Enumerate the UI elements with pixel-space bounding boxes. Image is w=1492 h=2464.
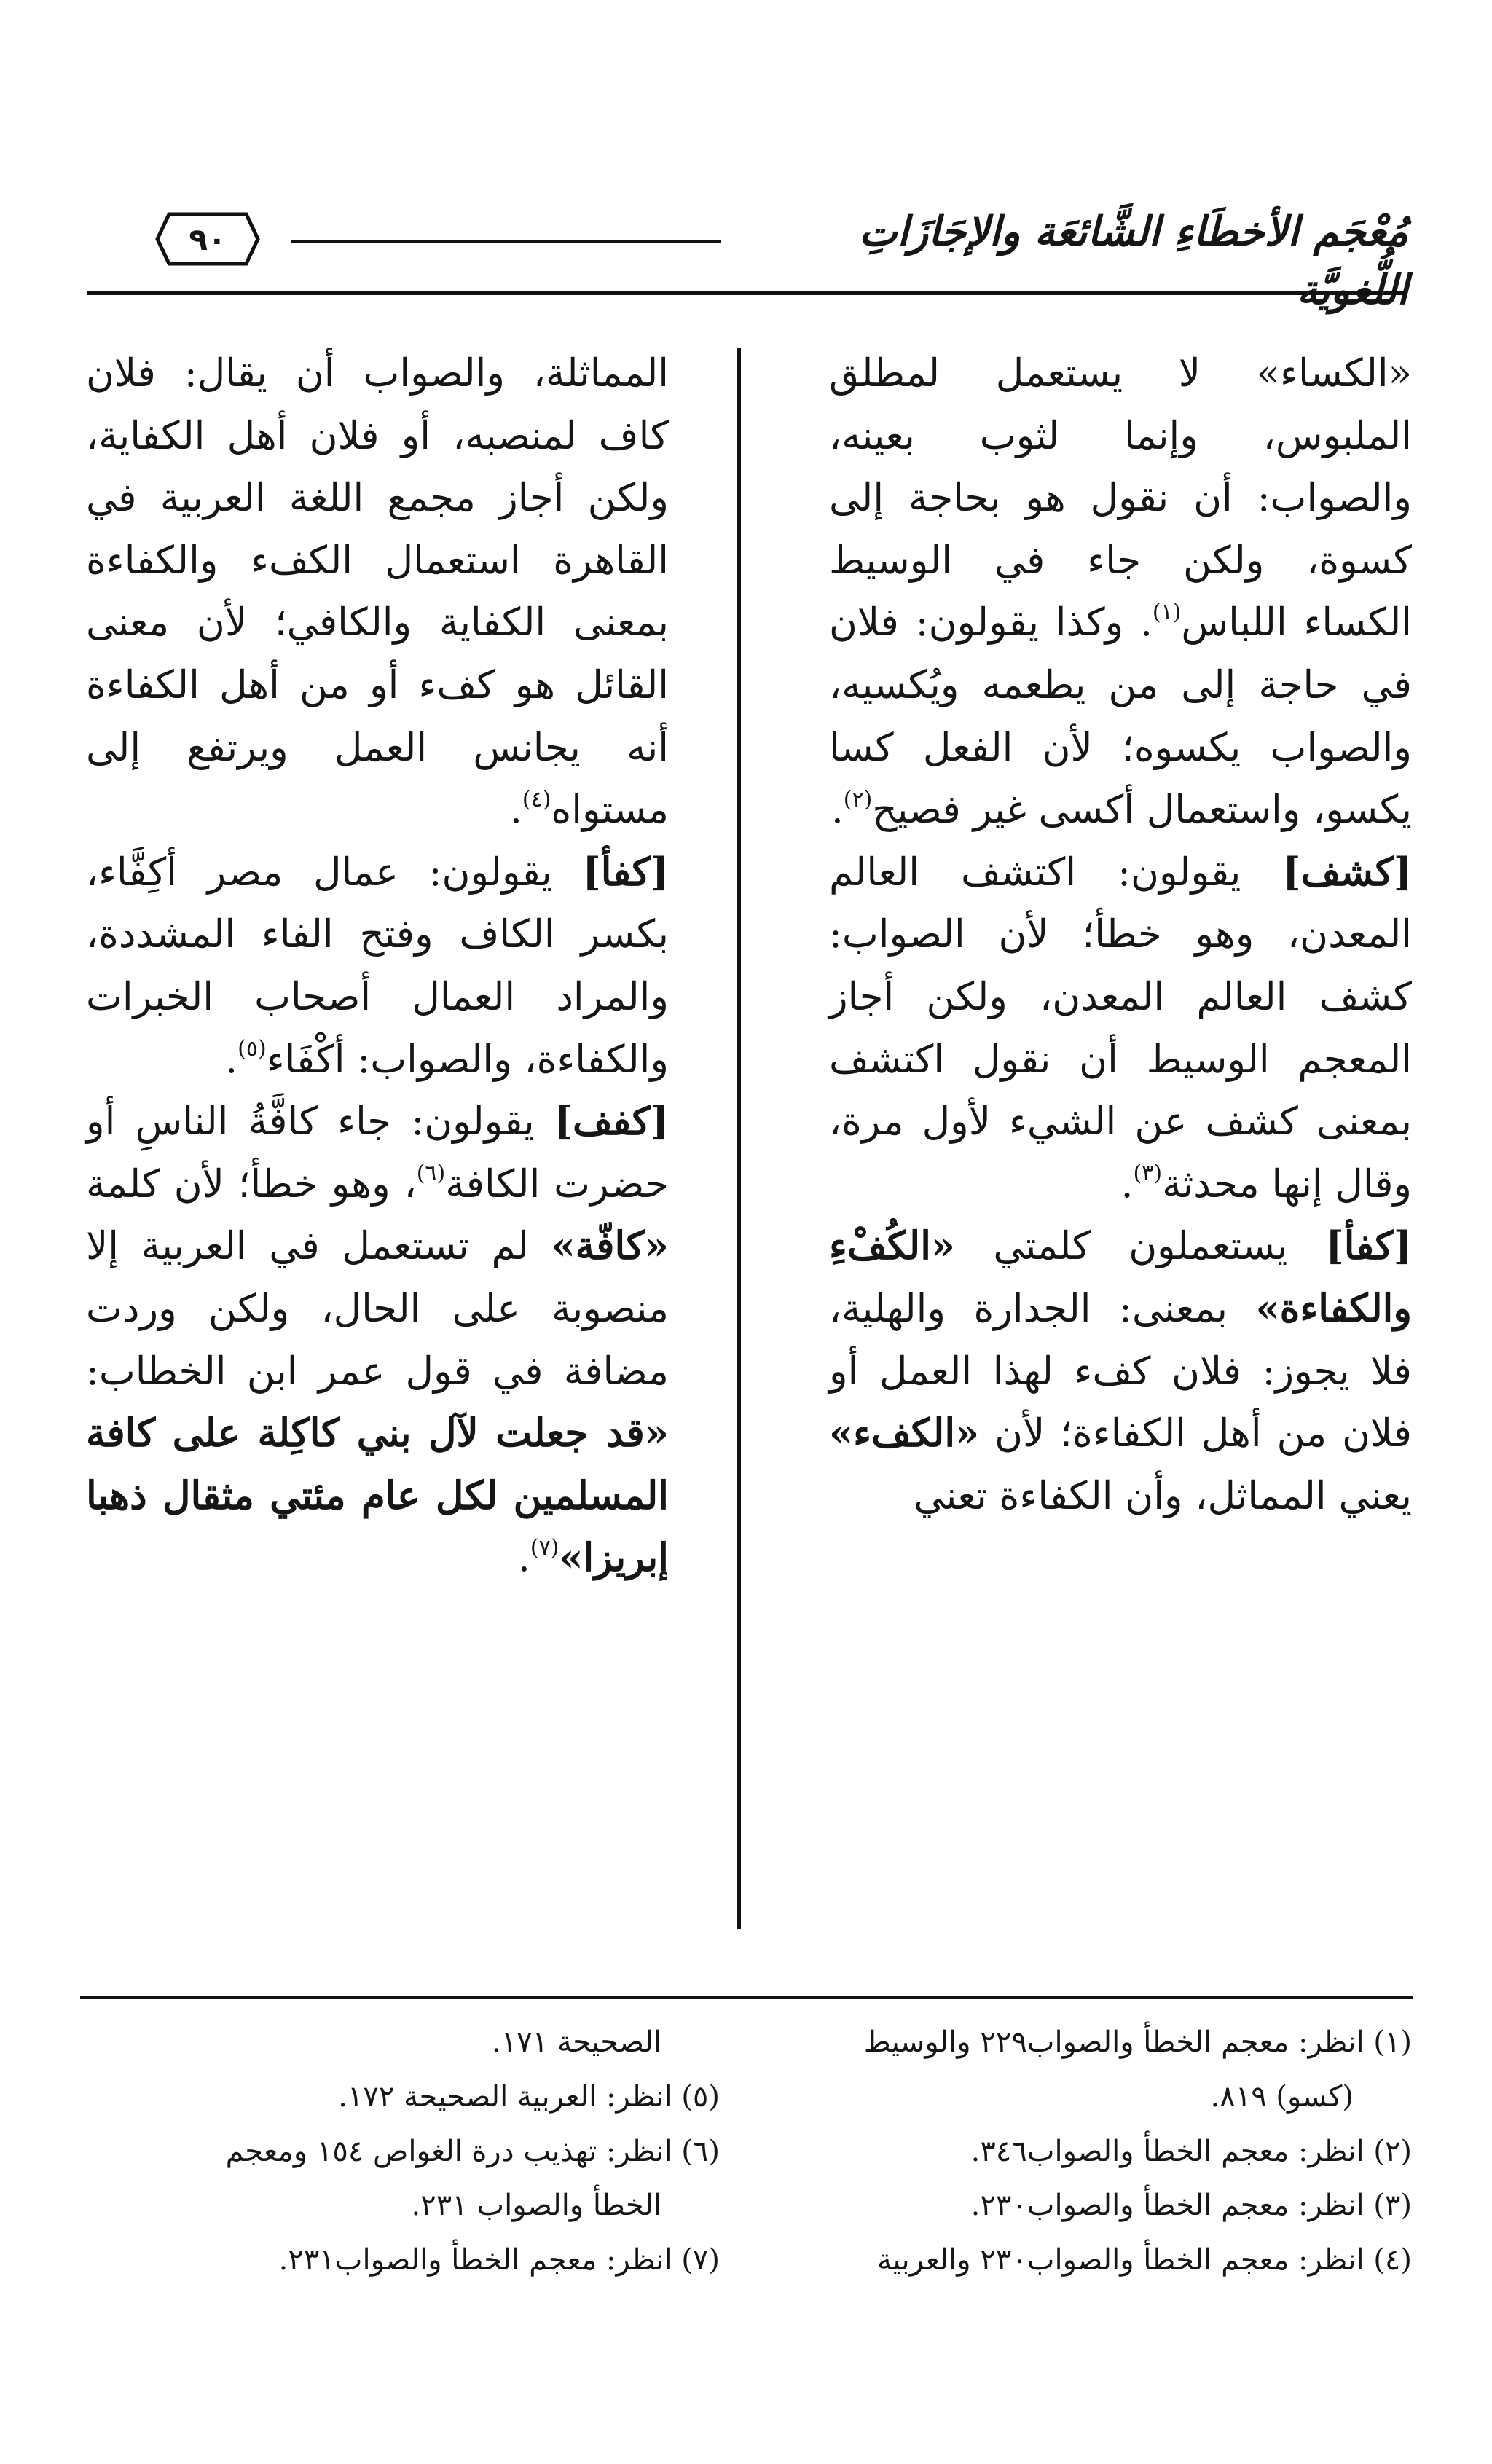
bold-term: «الكفء» — [829, 1410, 980, 1456]
footnote-number: (٢) — [1373, 2134, 1412, 2168]
paragraph-text: . — [831, 788, 844, 833]
footnotes-right — [778, 2015, 1412, 2288]
footnote-text: انظر: معجم الخطأ والصواب٣٤٦. — [970, 2134, 1365, 2168]
footnote-ref[interactable]: (١) — [1152, 599, 1182, 625]
footnotes-left — [86, 2015, 720, 2288]
footnote-text: انظر: معجم الخطأ والصواب٢٣٠. — [970, 2189, 1365, 2223]
entry-kashf — [829, 841, 1412, 1216]
right-paragraph-1 — [829, 342, 1412, 841]
headword: [كفأ] — [582, 849, 669, 895]
entry-text: يقولون: عمال مصر أكِفَّاء، بكسر الكاف وفتح الفاء المشددة، والمراد العمال أصحاب الخبرات والكفاءة، والصواب: أكْفَاء — [86, 850, 669, 1082]
footnote-7 — [86, 2233, 720, 2288]
right-column — [829, 342, 1412, 1527]
footnote-number: (٥) — [681, 2079, 720, 2114]
footnote-4-continued — [86, 2015, 720, 2070]
paragraph-text: . — [510, 788, 522, 833]
paragraph-text: «الكساء» لا يستعمل لمطلق الملبوس، وإنما لثوب بعينه، والصواب: أن نقول هو بحاجة إلى كسوة، ولكن جاء في الوسيط الكساء اللباس — [829, 351, 1412, 646]
left-column — [86, 342, 669, 1590]
entry-text: ، وهو خطأ؛ لأن كلمة — [86, 1161, 417, 1207]
footnote-ref[interactable]: (٦) — [416, 1161, 446, 1187]
entry-kafaa — [829, 1215, 1412, 1527]
footnote-ref[interactable]: (٣) — [1133, 1161, 1163, 1187]
header-rule — [87, 291, 1405, 295]
footnote-text: انظر: معجم الخطأ والصواب٢٣٠ والعربية — [876, 2243, 1365, 2277]
footnote-ref[interactable]: (٧) — [530, 1534, 560, 1561]
footnote-2 — [778, 2124, 1412, 2179]
footnote-1 — [778, 2015, 1412, 2070]
bold-term: «كافّة» — [551, 1223, 669, 1269]
entry-text: يقولون: اكتشف العالم المعدن، وهو خطأ؛ لأن الصواب: كشف العالم المعدن، ولكن أجاز المعجم الوسيط أن نقول اكتشف بمعنى كشف عن الشيء لأول مرة، وقال إنها محدثة — [829, 850, 1412, 1207]
footnote-number: (١) — [1373, 2025, 1412, 2059]
footnote-text: (كسو) ٨١٩. — [1210, 2079, 1354, 2114]
footnote-ref[interactable]: (٤) — [522, 786, 551, 812]
footnote-number: (٣) — [1373, 2189, 1412, 2223]
entry-text: يعني المماثل، وأن الكفاءة تعني — [914, 1473, 1412, 1518]
entry-text: بمعنى: الجدارة والهلية، فلا يجوز: فلان كفء لهذا العمل أو فلان من أهل الكفاءة؛ لأن — [829, 1286, 1412, 1456]
paragraph-text: المماثلة، والصواب أن يقال: فلان كاف لمنصبه، أو فلان أهل الكفاية، ولكن أجاز مجمع اللغة العربية في القاهرة استعمال الكفء والكفاءة بمعنى الكفاية والكافي؛ لأن معنى القائل هو كفء أو من أهل الكفاءة أنه يجانس العمل ويرتفع إلى مستواه — [86, 351, 669, 833]
entry-text: يستعملون كلمتي — [955, 1224, 1326, 1269]
footnote-number: (٧) — [681, 2243, 720, 2277]
footnote-4 — [778, 2233, 1412, 2288]
entry-text: . — [1120, 1161, 1134, 1207]
headword: [كفأ] — [1325, 1223, 1412, 1269]
entry-text: يقولون: جاء كافَّةُ الناسِ أو حضرت الكافة — [86, 1099, 670, 1207]
footnote-text: الصحيحة ١٧١. — [491, 2025, 661, 2059]
footnote-1-continued — [778, 2070, 1412, 2124]
footnote-number: (٦) — [681, 2134, 720, 2168]
footnote-text: انظر: معجم الخطأ والصواب٢٢٩ والوسيط — [863, 2025, 1365, 2059]
bold-quote: «قد جعلت لآل بني كاكِلة على كافة المسلمين لكل عام مئتي مثقال ذهبا إبريزا» — [86, 1410, 669, 1581]
footnote-text: انظر: العربية الصحيحة ١٧٢. — [338, 2079, 672, 2114]
headword: [كشف] — [1282, 849, 1412, 895]
entry-text: لم تستعمل في العربية إلا منصوبة على الحال، ولكن وردت مضافة في قول عمر ابن الخطاب: — [86, 1224, 669, 1394]
header-dash — [291, 240, 721, 243]
column-divider — [737, 348, 741, 1929]
footnote-5 — [86, 2070, 720, 2124]
entry-text: . — [518, 1536, 530, 1581]
bold-term: «الكُفْءِ والكفاءة» — [829, 1223, 1412, 1331]
entry-text: . — [225, 1037, 238, 1082]
footnote-3 — [778, 2178, 1412, 2233]
paragraph-text: . وكذا يقولون: فلان في حاجة إلى من يطعمه ويُكسيه، والصواب يكسوه؛ لأن الفعل كسا يكسو، واستعمال أكسى غير فصيح — [829, 600, 1412, 833]
left-paragraph-1 — [86, 342, 669, 841]
page-number: ٩٠ — [189, 221, 227, 257]
footnote-6-continued — [86, 2178, 720, 2233]
footnote-ref[interactable]: (٢) — [843, 786, 873, 812]
footnote-text: انظر: تهذيب درة الغواص ١٥٤ ومعجم — [225, 2134, 672, 2168]
running-title: مُعْجَم الأخطَاءِ الشَّائعَة والإجَازَاتِ اللُّغويَّة — [858, 208, 1408, 314]
footnote-ref[interactable]: (٥) — [237, 1035, 267, 1062]
footnote-6 — [86, 2124, 720, 2179]
entry-kafaa-2 — [86, 841, 669, 1091]
footnote-number: (٤) — [1373, 2243, 1412, 2277]
footnote-text: انظر: معجم الخطأ والصواب٢٣١. — [278, 2243, 672, 2277]
footnote-rule — [80, 1996, 1413, 1999]
headword: [كفف] — [554, 1099, 669, 1145]
entry-kaff — [86, 1091, 669, 1590]
page-number-frame — [153, 211, 262, 267]
footnote-text: الخطأ والصواب ٢٣١. — [411, 2189, 661, 2223]
